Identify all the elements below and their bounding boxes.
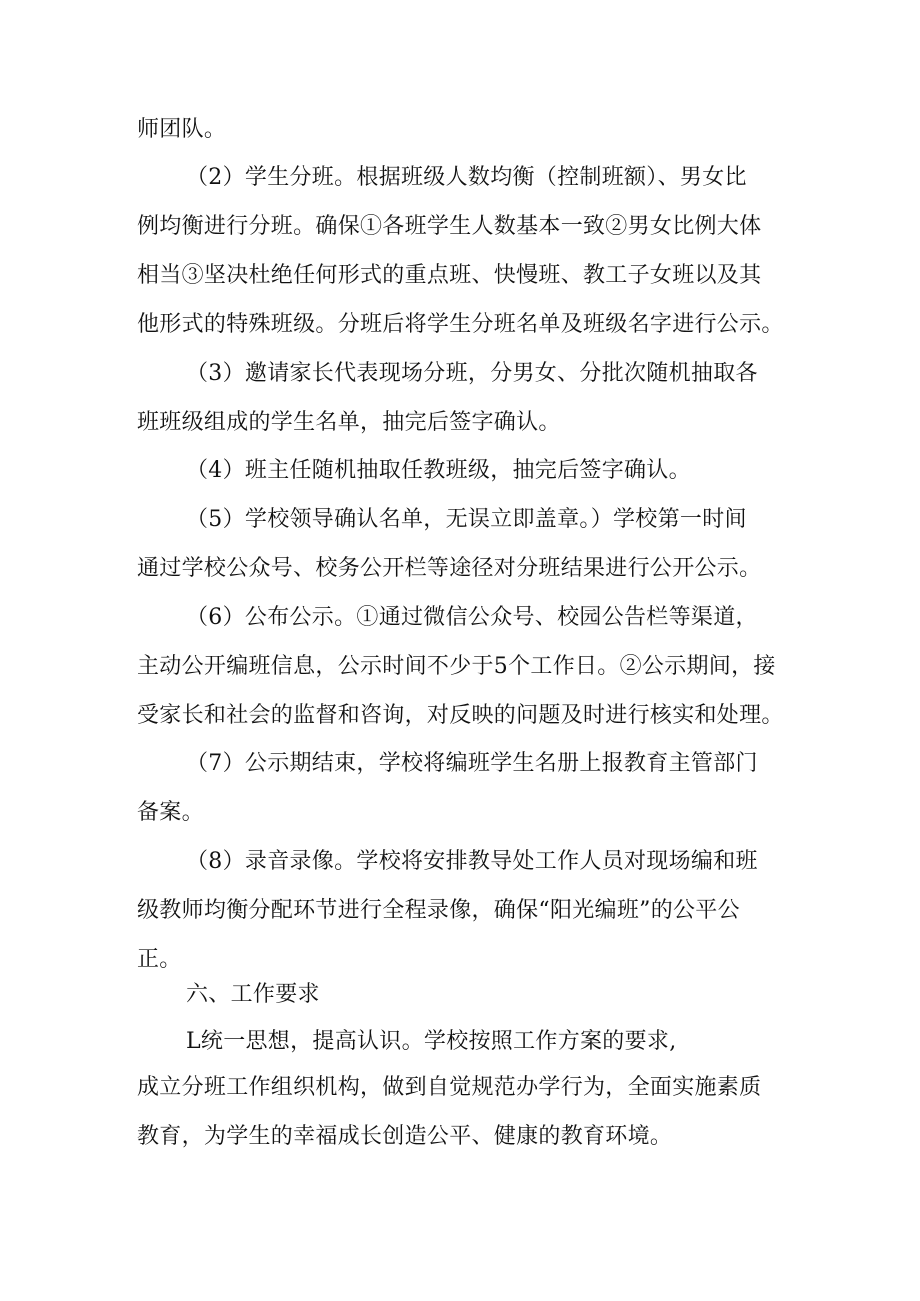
text-line: （2）学生分班。根据班级人数均衡（控制班额）、男女比 <box>186 165 747 190</box>
text-line: （3）邀请家长代表现场分班，分男女、分批次随机抽取各 <box>186 361 758 386</box>
text-line: 主动公开编班信息，公示时间不少于5个工作日。②公示期间，接 <box>137 654 776 679</box>
text-line: 相当③坚决杜绝任何形式的重点班、快慢班、教工子女班以及其 <box>137 263 762 288</box>
text-line: 师团队。 <box>137 117 227 142</box>
text-line: 级教师均衡分配环节进行全程录像，确保“阳光编班”的公平公 <box>137 898 740 923</box>
text-line: 备案。 <box>137 800 204 825</box>
section-heading: 六、工作要求 <box>186 982 320 1007</box>
text-line: （4）班主任随机抽取任教班级，抽完后签字确认。 <box>186 458 691 483</box>
text-line: 教育，为学生的幸福成长创造公平、健康的教育环境。 <box>137 1124 673 1149</box>
text-line: （6）公布公示。①通过微信公众号、校园公告栏等渠道， <box>186 605 758 630</box>
text-line: L统一思想，提高认识。学校按照工作方案的要求, <box>186 1029 677 1054</box>
text-line: 通过学校公众号、校务公开栏等途径对分班结果进行公开公示。 <box>137 556 762 581</box>
text-line: 受家长和社会的监督和咨询，对反映的问题及时进行核实和处理。 <box>137 703 784 728</box>
text-line: （7）公示期结束，学校将编班学生名册上报教育主管部门 <box>186 751 758 776</box>
text-line: 成立分班工作组织机构，做到自觉规范办学行为，全面实施素质 <box>137 1075 762 1100</box>
text-line: 正。 <box>137 947 182 972</box>
text-line: 他形式的特殊班级。分班后将学生分班名单及班级名字进行公示。 <box>137 312 784 337</box>
text-line: 班班级组成的学生名单，抽完后签字确认。 <box>137 410 561 435</box>
text-line: （8）录音录像。学校将安排教导处工作人员对现场编和班 <box>186 849 758 874</box>
text-line: （5）学校领导确认名单，无误立即盖章。）学校第一时间 <box>186 507 747 532</box>
text-line: 例均衡进行分班。确保①各班学生人数基本一致②男女比例大体 <box>137 214 762 239</box>
